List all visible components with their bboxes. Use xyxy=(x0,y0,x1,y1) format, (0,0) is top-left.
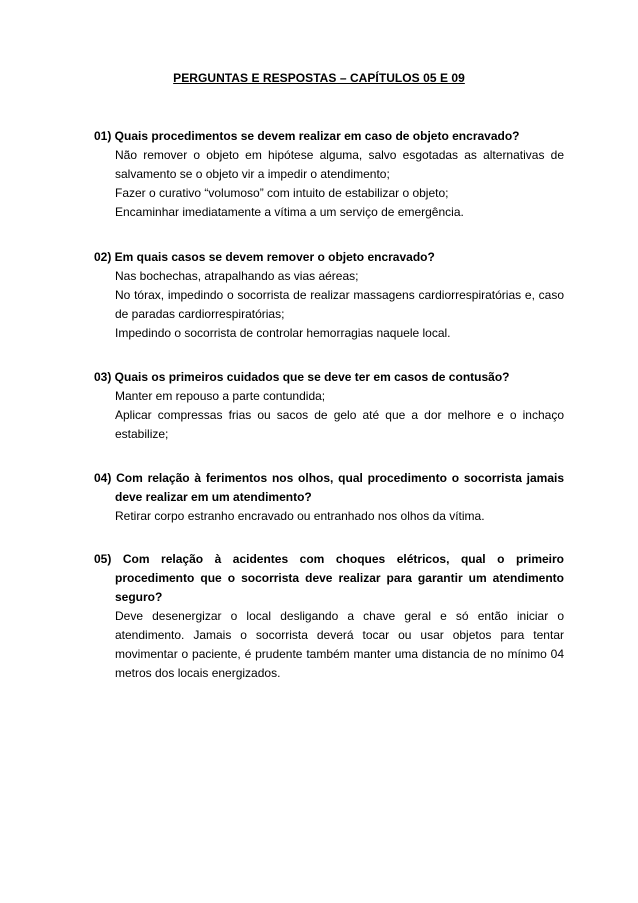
answer-1-2: Fazer o curativo “volumoso” com intuito de estabilizar o objeto; xyxy=(115,186,449,200)
qa-block-1 xyxy=(94,127,564,222)
question-3: 03) Quais os primeiros cuidados que se deve ter em casos de contusão? xyxy=(94,370,510,384)
answer-2-1: Nas bochechas, atrapalhando as vias aéreas; xyxy=(115,269,359,283)
answer-4-1: Retirar corpo estranho encravado ou entranhado nos olhos da vítima. xyxy=(115,509,485,523)
question-1: 01) Quais procedimentos se devem realizar em caso de objeto encravado? xyxy=(94,129,520,143)
qa-block-3 xyxy=(94,368,564,444)
page-title: PERGUNTAS E RESPOSTAS – CAPÍTULOS 05 E 09 xyxy=(173,71,465,85)
answer-2-3: Impedindo o socorrista de controlar hemorragias naquele local. xyxy=(115,326,451,340)
answer-5-1: Deve desenergizar o local desligando a chave geral e só então iniciar o atendimento. Jamais o socorrista deverá tocar ou usar objetos para tentar movimentar o paciente, é prudente também manter uma distancia de no mínimo 04 metros dos locais energizados. xyxy=(115,609,564,680)
answer-1-3: Encaminhar imediatamente a vítima a um serviço de emergência. xyxy=(115,205,464,219)
answer-3-1: Manter em repouso a parte contundida; xyxy=(115,389,326,403)
answer-1-1: Não remover o objeto em hipótese alguma, salvo esgotadas as alternativas de salvamento se o objeto vir a impedir o atendimento; xyxy=(115,148,564,181)
question-4: 04) Com relação à ferimentos nos olhos, qual procedimento o socorrista jamais deve realizar em um atendimento? xyxy=(94,471,564,504)
question-5: 05) Com relação à acidentes com choques elétricos, qual o primeiro procedimento que o socorrista deve realizar para garantir um atendimento seguro? xyxy=(94,552,564,604)
qa-block-5 xyxy=(94,550,564,683)
answer-3-2: Aplicar compressas frias ou sacos de gelo até que a dor melhore e o inchaço estabilize; xyxy=(115,408,564,441)
qa-block-4 xyxy=(94,469,564,526)
question-2: 02) Em quais casos se devem remover o objeto encravado? xyxy=(94,250,435,264)
qa-block-2 xyxy=(94,248,564,343)
answer-2-2: No tórax, impedindo o socorrista de realizar massagens cardiorrespiratórias e, caso de paradas cardiorrespiratórias; xyxy=(115,288,564,321)
